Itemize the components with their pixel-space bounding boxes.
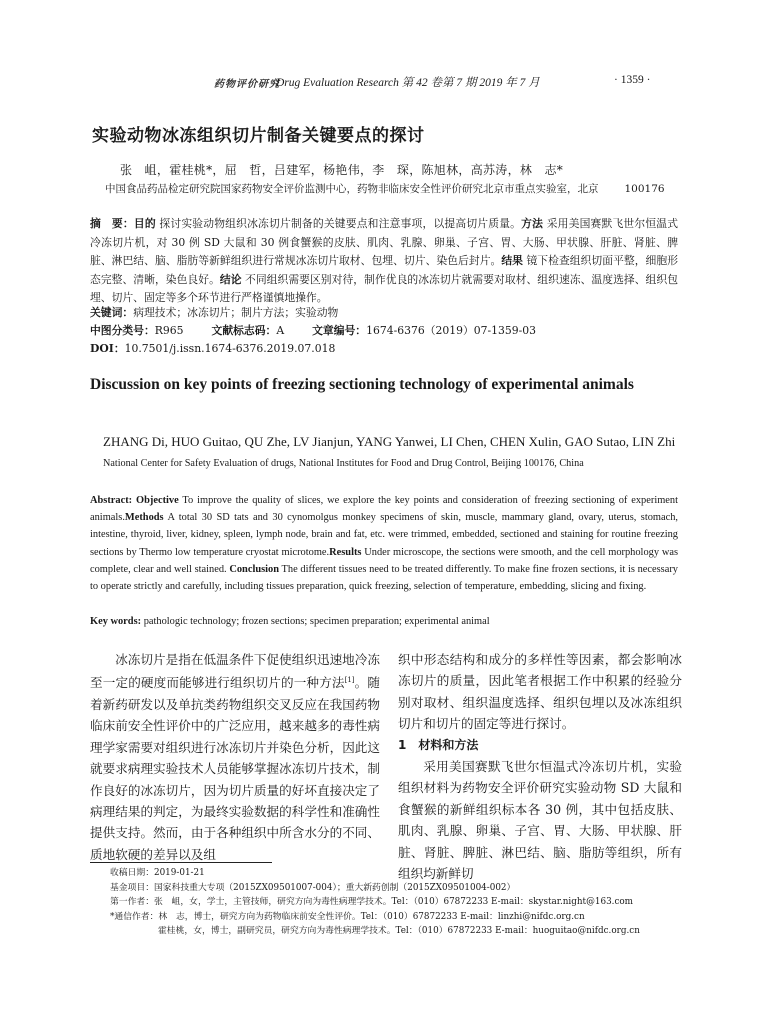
affiliation-chinese [105,181,665,196]
paragraph-text: 冰冻切片是指在低温条件下促使组织迅速地冷冻至一定的硬度而能够进行组织切片的一种方法 [90,652,380,691]
objective-text: 探讨实验动物组织冰冻切片制备的关键要点和注意事项，以提高切片质量。 [159,217,522,230]
body-column-left [90,649,380,865]
title-english: Discussion on key points of freezing sectioning technology of experimental animals [90,376,634,393]
article-number-label: 文章编号： [312,324,367,337]
doi-label: DOI： [90,342,125,355]
received-date: 收稿日期：2019-01-21 [110,868,205,878]
article-number-value: 1674-6376（2019）07-1359-03 [366,324,537,337]
classification-line [90,322,678,341]
affiliation-english: National Center for Safety Evaluation of drugs, National Institutes for Food and Drug Control, Beijing 100176, China [103,458,584,469]
conclusion-en-text: The different tissues need to be treated differently. To make fine frozen sections, it is necessary to operate strictly and carefully, including tissues preparation, quick freezing, selection of temperature, embedding, slicing and fixing. [90,563,678,593]
conclusion-en-label: Conclusion [229,563,280,575]
keywords-english [90,613,678,630]
corresponding-author-note: *通信作者：林 志，博士，研究方向为药物临床前安全性评价。Tel：（010）67872233 E-mail：linzhi@nifdc.org.cn [110,911,585,922]
keywords-text: 病理技术；冰冻切片；制片方法；实验动物 [133,306,339,319]
keywords-en-text: pathologic technology; frozen sections; specimen preparation; experimental animal [141,616,490,627]
first-author-note: 第一作者：张 岨，女，学士，主管技师，研究方向为毒性病理学技术。Tel：（010）67872233 E-mail：skystar.night@163.com [110,897,634,908]
methods-en-label: Methods [124,512,164,524]
keywords-label: 关键词： [90,306,134,319]
citation-ref[interactable]: [1] [344,676,355,685]
keywords-chinese [90,304,678,323]
page-number: · 1359 · [614,74,651,86]
postcode: 100176 [624,183,665,195]
objective-en-label: Objective [136,495,179,506]
body-paragraph: 织中形态结构和成分的多样性等因素，都会影响冰冻切片的质量，因此笔者根据工作中积累的经验分别对取材、组织温度选择、组织包埋以及冰冻组织切片和切片的固定等进行探讨。 [398,652,682,732]
running-header: Drug Evaluation Research 第 42 卷第 7 期 2019 年 7 月 [276,77,540,89]
methods-label: 方法 [521,217,544,230]
abstract-chinese [90,215,678,308]
doi-value[interactable]: 10.7501/j.issn.1674-6376.2019.07.018 [124,342,336,355]
abstract-label: 摘 要： [90,217,134,230]
body-paragraph [90,649,380,865]
results-text: 镜下检查组织切面平整，细胞形态完整、清晰，染色良好。 [90,254,679,286]
section-heading: 1 材料和方法 [398,737,479,752]
footnotes [110,866,670,939]
doc-code-label: 文献标志码： [211,324,277,337]
footnote-divider [90,862,272,863]
methods-en-text: A total 30 SD tats and 30 cynomolgus monkey specimens of skin, muscle, mammary gland, ovary, uterus, stomach, intestine, thyroid, liver, kidney, spleen, lymph node, brain and fat, etc. were trimmed, embedded, sectioned and staining for routine freezing sections by Thermo low temperature cryostat microtome. [90,512,678,558]
fund-note: 基金项目：国家科技重大专项（2015ZX09501007-004）；重大新药创制（2015ZX09501004-002） [110,882,516,893]
doc-code-value: A [276,324,285,337]
corresponding-author-note-2: 霍桂桃，女，博士，副研究员，研究方向为毒性病理学技术。Tel：（010）67872233 E-mail：huoguitao@nifdc.org.cn [158,926,640,937]
conclusion-label: 结论 [219,272,242,286]
results-label: 结果 [501,254,524,268]
keywords-en-label: Key words: [90,616,142,627]
body-column-right [398,649,682,884]
results-en-label: Results [329,546,362,558]
abstract-en-label: Abstract: [90,495,133,506]
affiliation-text: 中国食品药品检定研究院国家药物安全评价监测中心，药物非临床安全性评价研究北京市重点实验室，北京 [105,183,599,195]
conclusion-text: 不同组织需要区别对待，制作优良的冰冻切片就需要对取材、组织速冻、温度选择、组织包埋、切片、固定等多个环节进行严格谨慎地操作。 [90,272,679,305]
objective-en-text: To improve the quality of slices, we explore the key points and consideration of freezing sectioning of experiment animals. [90,495,678,524]
clc-value: R965 [154,324,184,337]
methods-text: 采用美国赛默飞世尔恒温式冷冻切片机，对 30 例 SD 大鼠和 30 例食蟹猴的皮肤、肌肉、乳腺、卵巢、子宫、胃、大肠、甲状腺、肝脏、肾脏、脾脏、淋巴结、脑、脂肪等新鲜组织进行常规冰冻切片取材、包埋、切片、染色后封片。 [90,217,679,268]
title-chinese: 实验动物冰冻组织切片制备关键要点的探讨 [92,126,425,146]
doi-line [90,340,678,359]
objective-label: 目的 [133,217,156,230]
results-en-text: Under microscope, the sections were smooth, and the cell morphology was complete, clear and well stained. [90,546,678,575]
authors-english: ZHANG Di, HUO Guitao, QU Zhe, LV Jianjun, YANG Yanwei, LI Chen, CHEN Xulin, GAO Sutao, LIN Zhi [103,434,676,449]
clc-label: 中图分类号： [90,324,155,337]
authors-chinese: 张 岨，霍桂桃*，屈 哲，吕建军，杨艳伟，李 琛，陈旭林，高苏涛，林 志* [120,163,564,177]
abstract-english [90,492,678,595]
journal-logo: 药物评价研究 [214,79,280,90]
paragraph-text: 。随着新药研发以及单抗类药物组织交叉反应在我国药物临床前安全性评价中的广泛应用，越来越多的毒性病理学家需要对组织进行冰冻切片并染色分析，因此这就要求病理实验技术人员能够掌握冰冻切片技术，制作良好的冰冻切片，因为切片质量的好坏直接决定了病理结果的判定，为最终实验数据的科学性和准确性提供支持。然而，由于各种组织中所含水分的不同、质地软硬的差异以及组 [90,675,381,862]
body-paragraph: 采用美国赛默飞世尔恒温式冷冻切片机，实验组织材料为药物安全评价研究实验动物 SD 大鼠和食蟹猴的新鲜组织标本各 30 例，其中包括皮肤、肌肉、乳腺、卵巢、子宫、胃、大肠、甲状腺、肝脏、肾脏、脾脏、淋巴结、脑、脂肪等组织，所有组织均新鲜切 [398,759,682,882]
